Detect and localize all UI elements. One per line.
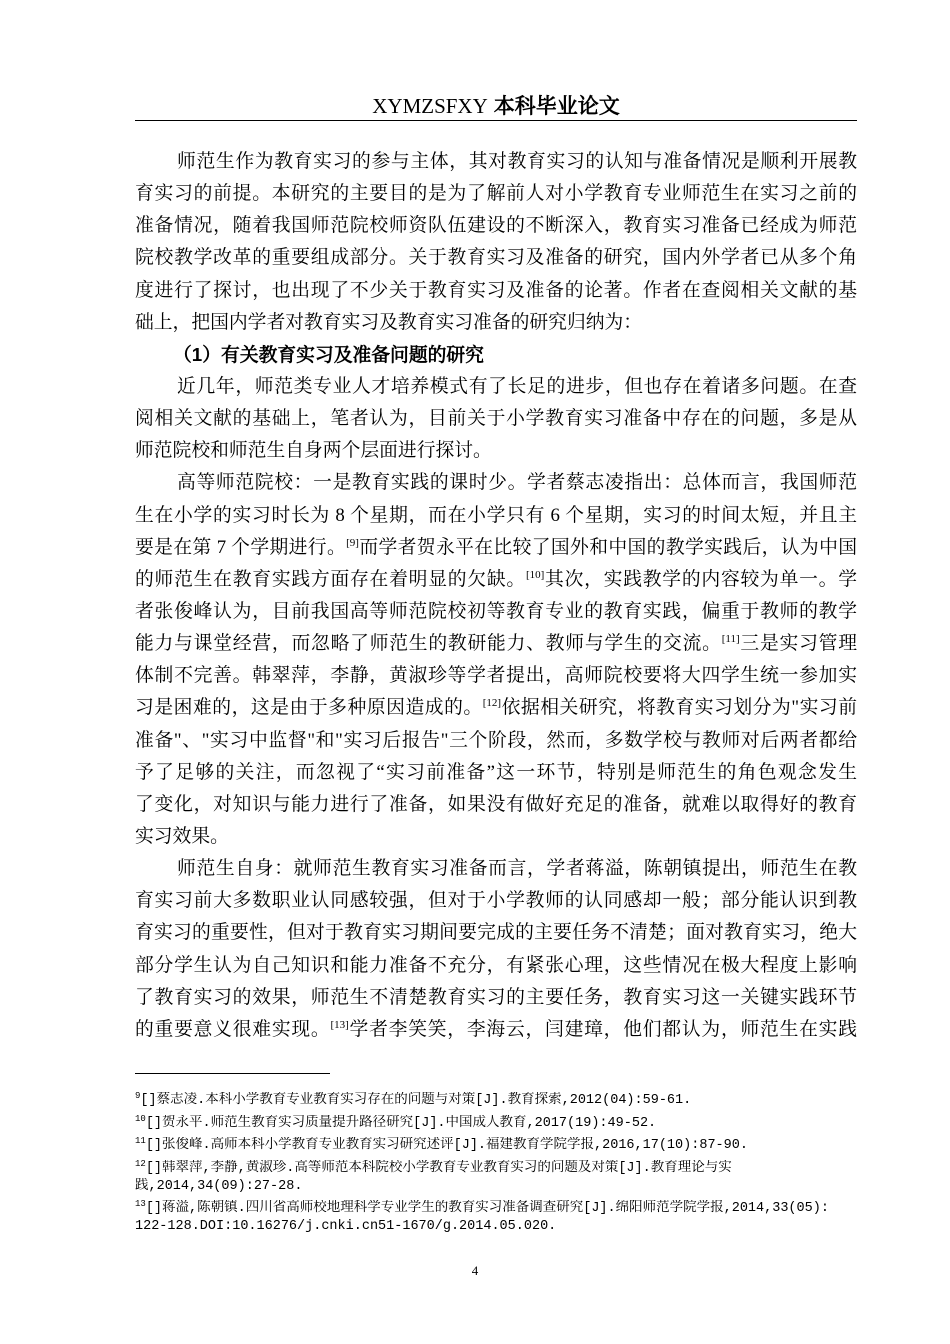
footnote-line [135, 1200, 857, 1218]
body-line: 了教育实习的效果，师范生不清楚教育实习的主要任务，教育实习这一关键实践环节 [135, 986, 857, 1008]
footnote [135, 1200, 857, 1236]
footnote [135, 1137, 857, 1155]
body-line: 高等师范院校：一是教育实践的课时少。学者蔡志凌指出：总体而言，我国师范 [177, 472, 857, 494]
body-line: 部分学生认为自己知识和能力准备不充分，有紧张心理，这些情况在极大程度上影响 [135, 954, 857, 976]
body-line: 予了足够的关注，而忽视了“实习前准备”这一环节，特别是师范生的角色观念发生 [135, 761, 857, 783]
footnote-number: 13 [135, 1200, 146, 1209]
body-line [135, 1014, 857, 1046]
citation-marker: [9] [346, 536, 359, 549]
body-line: 育实习的重要性，但对于教育实习期间要完成的主要任务不清楚；面对教育实习，绝大 [135, 922, 857, 944]
body-line: 体制不完善。韩翠萍，李静，黄淑珍等学者提出，高师院校要将大四学生统一参加实 [135, 665, 857, 687]
body-line: 了变化，对知识与能力进行了准备，如果没有做好充足的准备，就难以取得好的教育 [135, 793, 857, 815]
page-number: 4 [471, 1263, 479, 1278]
footnote-text: []蒋溢,陈朝镇.四川省高师校地理科学专业学生的教育实习准备调查研究[J].绵阳师范学院学报,2014,33(05): [145, 1201, 829, 1216]
footnotes [135, 1092, 857, 1241]
body-line [135, 692, 857, 724]
body-line: 者张俊峰认为，目前我国高等师范院校初等教育专业的教育实践，偏重于教师的教学 [135, 600, 857, 622]
body-line [135, 628, 857, 660]
body-line: 育实习的前提。本研究的主要目的是为了解前人对小学教育专业师范生在实习之前的 [135, 183, 857, 205]
line-text: 而学者贺永平在比较了国外和中国的教学实践后，认为中国 [358, 536, 857, 558]
body-line [135, 532, 857, 564]
body-text [135, 146, 857, 1046]
body-line: 准备"、"实习中监督"和"实习后报告"三个阶段，然而，多数学校与教师对后两者都给 [135, 729, 857, 751]
body-line: 准备情况，随着我国师范院校师资队伍建设的不断深入，教育实习准备已经成为师范 [135, 215, 857, 237]
line-text: 学者李笑笑，李海云，闫建璋，他们都认为，师范生在实践 [348, 1018, 857, 1040]
line-text: 其次，实践教学的内容较为单一。学 [544, 568, 857, 590]
footnote-text: []贺永平.师范生教育实习质量提升路径研究[J].中国成人教育,2017(19):49-52. [145, 1115, 657, 1131]
body-line: 阅相关文献的基础上，笔者认为，目前关于小学教育实习准备中存在的问题，多是从 [135, 408, 857, 430]
footnote [135, 1115, 857, 1133]
footnote-line [135, 1160, 857, 1178]
line-text: 要是在第 7 个学期进行。 [135, 536, 347, 558]
citation-marker: [13] [330, 1018, 349, 1031]
header-title: 本科毕业论文 [493, 95, 620, 118]
paragraph-institutions [135, 467, 857, 853]
line-text: 依据相关研究，将教育实习划分为"实习前 [501, 697, 857, 719]
footnote-text: []韩翠萍,李静,黄淑珍.高等师范本科院校小学教育专业教育实习的问题及对策[J].教育理论与实 [145, 1160, 732, 1176]
footnote-separator [135, 1073, 330, 1074]
section-heading: （1）有关教育实习及准备问题的研究 [173, 343, 484, 365]
header-code: XYMZSFXY [372, 94, 488, 118]
body-line: 育实习前大多数职业认同感较强，但对于小学教师的认同感却一般；部分能认识到教 [135, 890, 857, 912]
line-text: 能力与课堂经营，而忽略了师范生的教研能力、教师与学生的交流。 [135, 633, 722, 655]
body-line: 实习效果。 [135, 825, 229, 847]
body-line: 师范院校和师范生自身两个层面进行探讨。 [135, 440, 492, 462]
body-line: 度进行了探讨，也出现了不少关于教育实习及准备的论著。作者在查阅相关文献的基 [135, 279, 857, 301]
body-line [135, 564, 857, 596]
body-line: 础上，把国内学者对教育实习及教育实习准备的研究归纳为： [135, 311, 643, 333]
footnote-line [135, 1115, 857, 1133]
footnote-number: 12 [135, 1159, 146, 1169]
footnote-line [135, 1178, 857, 1196]
footnote-line [135, 1218, 857, 1236]
footnote-line [135, 1137, 857, 1155]
footnote-number: 11 [135, 1137, 146, 1146]
line-text: 的师范生在教育实践方面存在着明显的欠缺。 [135, 568, 526, 590]
footnote-number: 9 [135, 1092, 141, 1101]
line-text: 习是困难的，这是由于多种原因造成的。 [135, 697, 483, 719]
line-text: 三是实习管理 [739, 633, 857, 655]
citation-marker: [12] [482, 697, 502, 710]
paragraph-students [135, 853, 857, 1046]
line-text: 的重要意义很难实现。 [135, 1018, 331, 1040]
paragraph-overview [135, 371, 857, 467]
footnote-number: 10 [135, 1114, 146, 1124]
body-line: 师范生自身：就师范生教育实习准备而言，学者蒋溢，陈朝镇提出，师范生在教 [177, 858, 857, 880]
body-line: 院校教学改革的重要组成部分。关于教育实习及准备的研究，国内外学者已从多个角 [135, 247, 857, 269]
footnote [135, 1092, 857, 1110]
footnote [135, 1160, 857, 1196]
citation-marker: [11] [721, 633, 740, 646]
body-line: 生在小学的实习时长为 8 个星期，而在小学只有 6 个星期，实习的时间太短，并且主 [135, 504, 857, 526]
citation-marker: [10] [525, 568, 545, 581]
paragraph-intro [135, 146, 857, 339]
body-line: 师范生作为教育实习的参与主体，其对教育实习的认知与准备情况是顺利开展教 [177, 151, 857, 172]
footnote-line [135, 1092, 857, 1110]
body-line: 近几年，师范类专业人才培养模式有了长足的进步，但也存在着诸多问题。在查 [177, 375, 857, 397]
footnote-text: []张俊峰.高师本科小学教育专业教育实习研究述评[J].福建教育学院学报,2016,17(10):87-90. [145, 1138, 748, 1153]
footnote-text: 122-128.DOI:10.16276/j.cnki.cn51-1670/g.2014.05.020. [135, 1219, 557, 1234]
footnote-text: []蔡志凌.本科小学教育专业教育实习存在的问题与对策[J].教育探索,2012(04):59-61. [140, 1093, 692, 1108]
page-header [135, 93, 857, 121]
footnote-text: 践,2014,34(09):27-28. [135, 1178, 303, 1194]
